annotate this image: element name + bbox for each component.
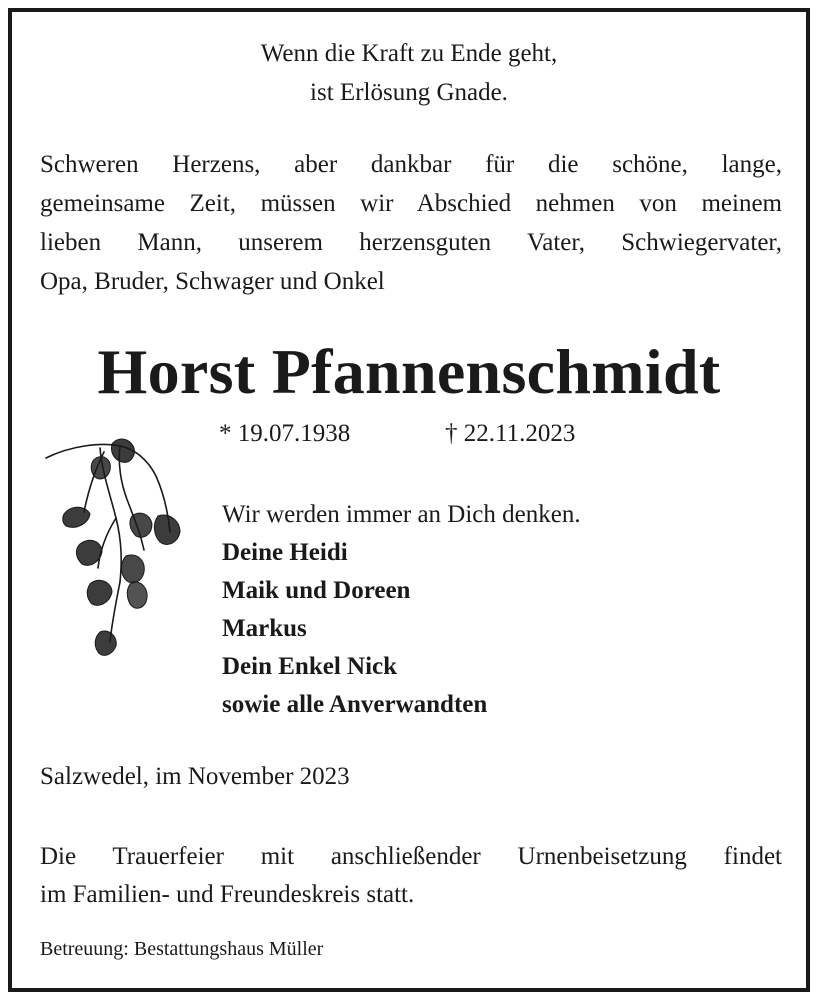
- verse-line-1: Wenn die Kraft zu Ende geht,: [260, 40, 558, 67]
- service-line-1: Die Trauerfeier mit anschließender Urnenbeisetzung findet: [40, 843, 782, 870]
- family-member: Markus: [222, 615, 307, 642]
- family-signatures: [222, 496, 581, 724]
- family-member: Dein Enkel Nick: [222, 653, 398, 680]
- place-and-date: Salzwedel, im November 2023: [40, 763, 350, 790]
- deceased-name: Horst Pfannenschmidt: [97, 336, 721, 407]
- birch-branch-icon: [40, 432, 190, 672]
- verse-line-2: ist Erlösung Gnade.: [310, 79, 508, 106]
- funeral-home: Betreuung: Bestattungshaus Müller: [40, 938, 324, 960]
- intro-text: [40, 145, 782, 301]
- birth-date: * 19.07.1938: [219, 420, 351, 447]
- intro-line-4: Opa, Bruder, Schwager und Onkel: [40, 268, 385, 295]
- family-member: Maik und Doreen: [222, 577, 411, 604]
- intro-line-1: Schweren Herzens, aber dankbar für die schöne, lange,: [40, 151, 782, 178]
- intro-line-2: gemeinsame Zeit, müssen wir Abschied nehmen von meinem: [40, 190, 782, 217]
- intro-line-3: lieben Mann, unserem herzensguten Vater, Schwiegervater,: [40, 229, 782, 256]
- verse: [12, 34, 806, 112]
- family-member: Deine Heidi: [222, 539, 348, 566]
- remembrance-line: Wir werden immer an Dich denken.: [222, 501, 581, 528]
- service-line-2: im Familien- und Freundeskreis statt.: [40, 881, 415, 908]
- death-date: † 22.11.2023: [445, 420, 576, 447]
- service-info: [40, 838, 782, 914]
- family-member: sowie alle Anverwandten: [222, 691, 488, 718]
- obituary-notice: [8, 8, 810, 992]
